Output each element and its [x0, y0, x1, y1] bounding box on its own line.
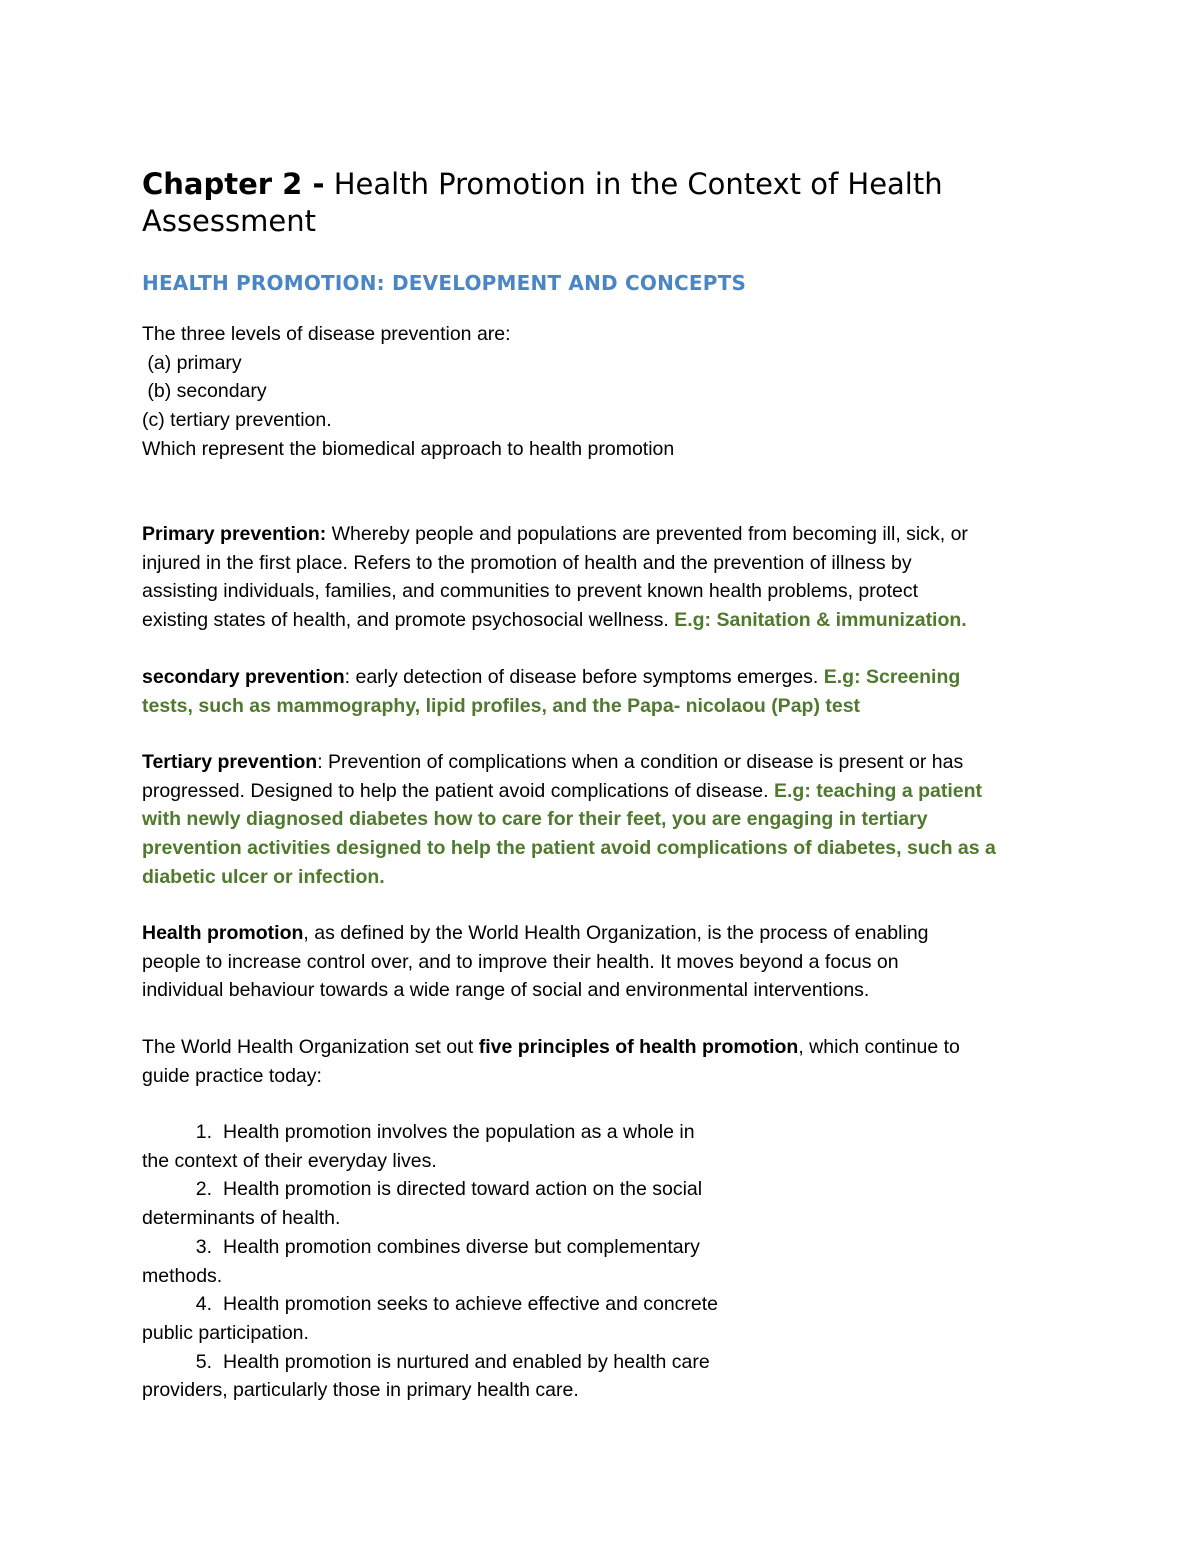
who-intro-post: , which continue to [798, 1036, 960, 1058]
list-item [142, 1233, 1062, 1262]
chapter-number: Chapter 2 - [142, 167, 325, 201]
principles-list [142, 1118, 1062, 1405]
secondary-example-1: E.g: Screening [823, 666, 961, 688]
tertiary-line-1: : Prevention of complications when a condition or disease is present or has [317, 751, 964, 773]
list-item-text: Health promotion seeks to achieve effective and concrete [223, 1293, 719, 1316]
tertiary-example-4: diabetic ulcer or infection. [142, 865, 385, 888]
health-promotion-line-3: individual behaviour towards a wide range of social and environmental interventions. [142, 979, 870, 1002]
list-number: 1. [195, 1121, 212, 1143]
list-item [142, 1175, 1062, 1204]
level-item-b: (b) secondary [142, 380, 267, 403]
list-item [142, 1290, 1062, 1319]
chapter-title [142, 166, 1042, 240]
secondary-prevention-label: secondary prevention [142, 666, 345, 688]
list-item-text: Health promotion is nurtured and enabled by health care [223, 1350, 710, 1373]
tertiary-line-2: progressed. Designed to help the patient avoid complications of disease. [142, 779, 774, 802]
secondary-prevention-paragraph [142, 663, 1062, 720]
health-promotion-paragraph [142, 919, 1062, 1005]
list-item [142, 1348, 1062, 1377]
prevention-levels [142, 320, 1062, 464]
secondary-example-2: tests, such as mammography, lipid profiles, and the Papa- nicolaou (Pap) test [142, 694, 861, 717]
list-item-continuation: determinants of health. [142, 1207, 341, 1230]
list-number: 3. [195, 1235, 212, 1258]
primary-prevention-paragraph [142, 520, 1062, 635]
list-item [142, 1118, 1062, 1147]
tertiary-prevention-paragraph [142, 748, 1062, 892]
list-item-text: Health promotion is directed toward action on the social [223, 1178, 703, 1201]
primary-prevention-label: Primary prevention: [142, 523, 327, 545]
who-intro-line-2: guide practice today: [142, 1064, 322, 1087]
health-promotion-label: Health promotion [142, 922, 304, 944]
primary-example: E.g: Sanitation & immunization. [674, 609, 967, 632]
levels-intro: The three levels of disease prevention are: [142, 323, 511, 345]
section-heading: HEALTH PROMOTION: DEVELOPMENT AND CONCEPTS [142, 271, 747, 295]
list-number: 5. [195, 1350, 212, 1373]
secondary-line-1: : early detection of disease before symptoms emerges. [344, 666, 824, 688]
chapter-title-text: Health Promotion in the Context of Health [324, 167, 943, 201]
list-item-continuation: the context of their everyday lives. [142, 1149, 437, 1172]
list-item-text: Health promotion involves the population as a whole in [223, 1121, 695, 1143]
list-item-continuation: methods. [142, 1264, 223, 1287]
who-principles-intro [142, 1033, 1062, 1090]
levels-summary: Which represent the biomedical approach to health promotion [142, 437, 675, 460]
tertiary-prevention-label: Tertiary prevention [142, 751, 318, 773]
tertiary-example-2: with newly diagnosed diabetes how to care for their feet, you are engaging in tertiary [142, 808, 928, 831]
tertiary-example-3: prevention activities designed to help the patient avoid complications of diabetes, such as a [142, 837, 996, 860]
list-number: 4. [195, 1293, 212, 1316]
chapter-title-line2: Assessment [142, 204, 316, 238]
list-item-continuation: providers, particularly those in primary health care. [142, 1379, 579, 1402]
health-promotion-line-1: , as defined by the World Health Organization, is the process of enabling [303, 922, 929, 944]
list-item-text: Health promotion combines diverse but complementary [223, 1235, 700, 1258]
primary-line-4: existing states of health, and promote psychosocial wellness. [142, 609, 675, 632]
health-promotion-line-2: people to increase control over, and to improve their health. It moves beyond a focus on [142, 950, 899, 973]
level-item-c: (c) tertiary prevention. [142, 409, 332, 432]
list-number: 2. [195, 1178, 212, 1201]
primary-line-1: Whereby people and populations are prevented from becoming ill, sick, or [326, 523, 968, 545]
who-intro-bold: five principles of health promotion [478, 1036, 799, 1058]
primary-line-2: injured in the first place. Refers to the promotion of health and the prevention of illness by [142, 551, 912, 574]
list-item-continuation: public participation. [142, 1321, 309, 1344]
who-intro-pre: The World Health Organization set out [142, 1036, 479, 1058]
level-item-a: (a) primary [142, 351, 242, 374]
primary-line-3: assisting individuals, families, and communities to prevent known health problems, protect [142, 580, 919, 603]
tertiary-example-1: E.g: teaching a patient [773, 779, 983, 802]
